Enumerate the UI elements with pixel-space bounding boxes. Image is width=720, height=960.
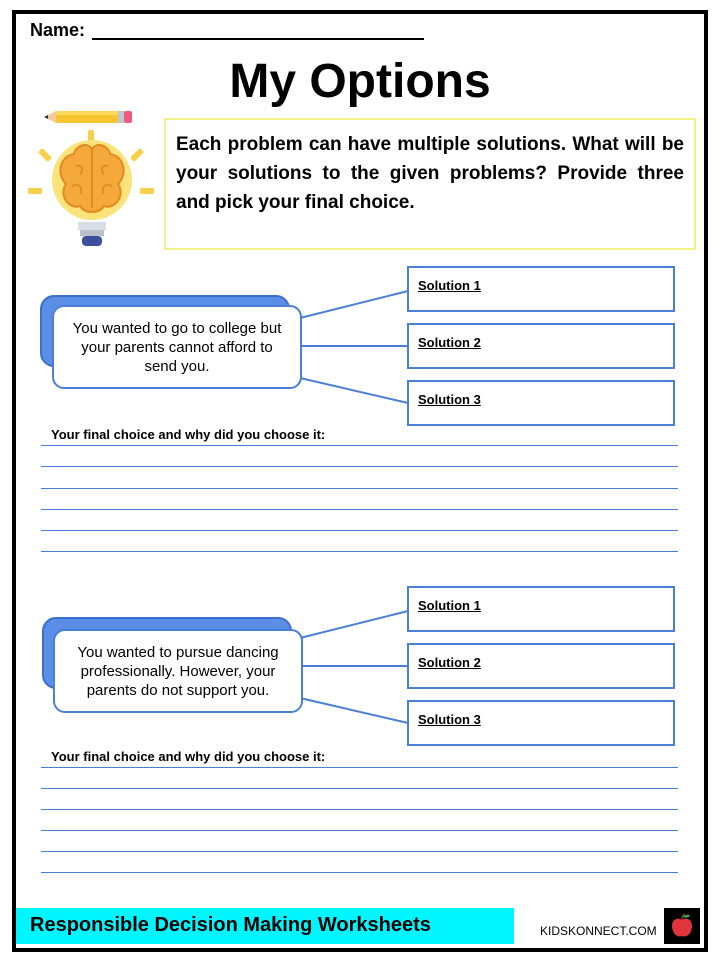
apple-logo	[664, 908, 700, 944]
solution-label: Solution 1	[418, 598, 481, 613]
writing-line[interactable]	[41, 830, 678, 831]
final-choice-prompt: Your final choice and why did you choose it:	[51, 749, 326, 764]
writing-line[interactable]	[41, 488, 678, 489]
solution-label: Solution 2	[418, 655, 481, 670]
name-label: Name:	[30, 20, 86, 40]
page-title: My Options	[229, 55, 491, 108]
final-choice-prompt: Your final choice and why did you choose it:	[51, 427, 326, 442]
writing-line[interactable]	[41, 445, 678, 446]
solution-box[interactable]	[407, 380, 675, 426]
brand-label: KIDSKONNECT.COM	[540, 924, 657, 938]
footer-title: Responsible Decision Making Worksheets	[30, 914, 431, 936]
solution-label: Solution 3	[418, 392, 481, 407]
solution-box[interactable]	[407, 643, 675, 689]
problem-card: You wanted to go to college but your parents cannot afford to send you.	[52, 305, 302, 389]
apple-icon	[664, 908, 700, 944]
instructions-box: Each problem can have multiple solutions. What will be your solutions to the given problems? Provide three and pick your final choice.	[164, 118, 696, 250]
writing-line[interactable]	[41, 872, 678, 873]
solution-box[interactable]	[407, 323, 675, 369]
writing-line[interactable]	[41, 788, 678, 789]
writing-line[interactable]	[41, 551, 678, 552]
writing-line[interactable]	[41, 466, 678, 467]
problem-card: You wanted to pursue dancing professionally. However, your parents do not support you.	[53, 629, 303, 713]
solution-label: Solution 3	[418, 712, 481, 727]
writing-line[interactable]	[41, 809, 678, 810]
writing-line[interactable]	[41, 530, 678, 531]
writing-line[interactable]	[41, 851, 678, 852]
writing-line[interactable]	[41, 767, 678, 768]
solution-box[interactable]	[407, 266, 675, 312]
solution-label: Solution 2	[418, 335, 481, 350]
solution-label: Solution 1	[418, 278, 481, 293]
solution-box[interactable]	[407, 700, 675, 746]
writing-line[interactable]	[41, 509, 678, 510]
solution-box[interactable]	[407, 586, 675, 632]
